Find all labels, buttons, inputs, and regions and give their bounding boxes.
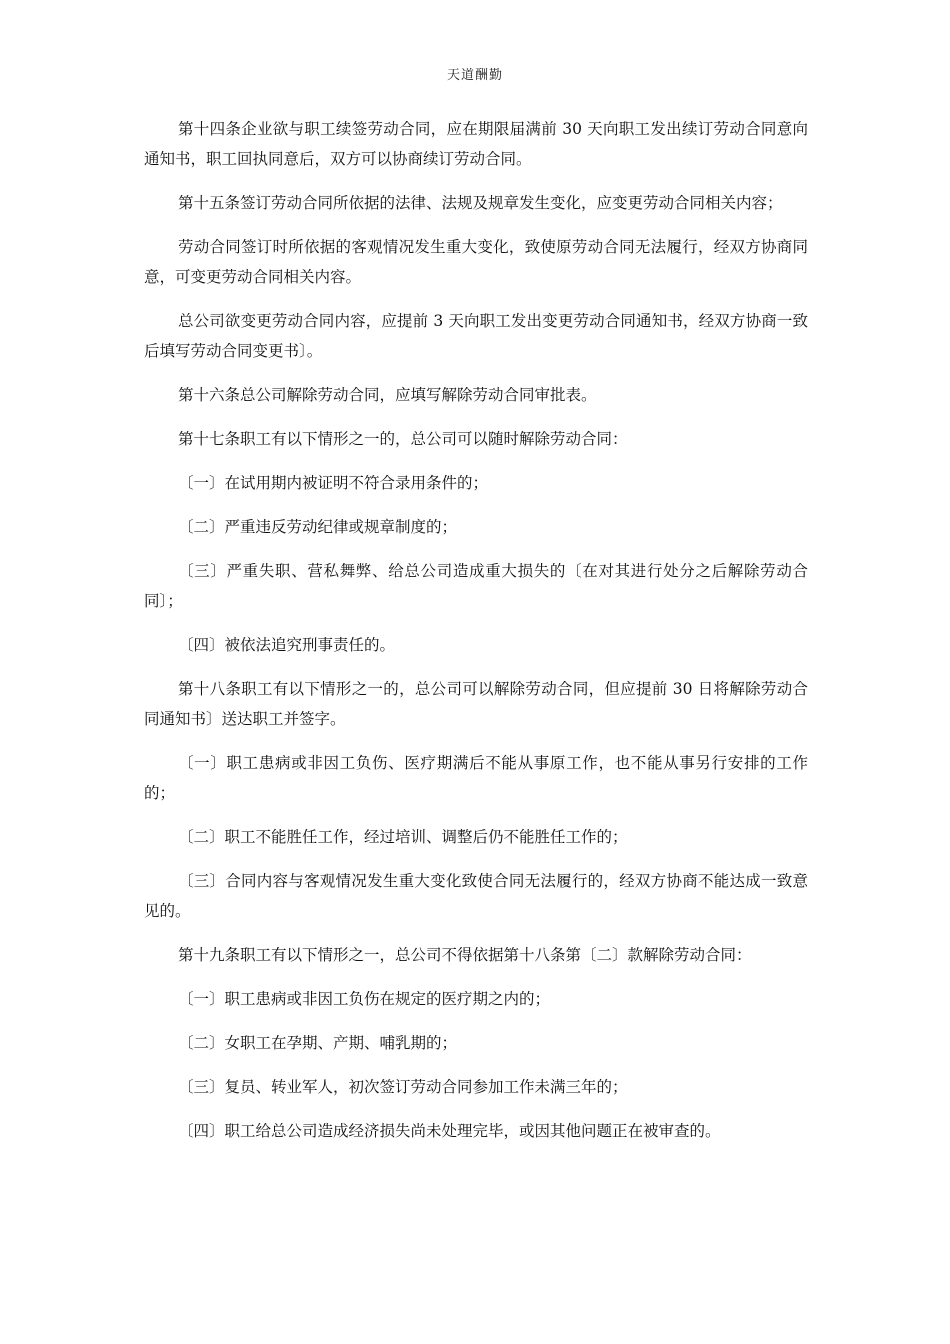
document-body <box>144 114 808 1160</box>
list-item: 〔四〕职工给总公司造成经济损失尚未处理完毕，或因其他问题正在被审查的。 <box>178 1122 721 1140</box>
paragraph-article-17: 第十七条职工有以下情形之一的，总公司可以随时解除劳动合同： <box>178 430 628 448</box>
list-item: 〔一〕职工患病或非因工负伤、医疗期满后不能从事原工作，也不能从事另行安排的工作的； <box>144 754 808 802</box>
page-header: 天道酬勤 <box>446 68 503 83</box>
paragraph-article-14: 第十四条企业欲与职工续签劳动合同，应在期限届满前 30 天向职工发出续订劳动合同意向通知书，职工回执同意后，双方可以协商续订劳动合同。 <box>144 120 808 168</box>
list-item: 〔一〕职工患病或非因工负伤在规定的医疗期之内的； <box>178 990 551 1008</box>
paragraph-article-19: 第十九条职工有以下情形之一，总公司不得依据第十八条第〔二〕款解除劳动合同： <box>178 946 752 964</box>
list-item: 〔三〕合同内容与客观情况发生重大变化致使合同无法履行的，经双方协商不能达成一致意见的。 <box>144 872 808 920</box>
paragraph: 劳动合同签订时所依据的客观情况发生重大变化，致使原劳动合同无法履行，经双方协商同意，可变更劳动合同相关内容。 <box>144 238 808 286</box>
paragraph-article-16: 第十六条总公司解除劳动合同，应填写解除劳动合同审批表。 <box>178 386 597 404</box>
list-item: 〔三〕复员、转业军人，初次签订劳动合同参加工作未满三年的； <box>178 1078 628 1096</box>
list-item: 〔二〕严重违反劳动纪律或规章制度的； <box>178 518 458 536</box>
paragraph-article-18: 第十八条职工有以下情形之一的，总公司可以解除劳动合同，但应提前 30 日将解除劳动合同通知书〕送达职工并签字。 <box>144 680 808 728</box>
list-item: 〔四〕被依法追究刑事责任的。 <box>178 636 396 654</box>
list-item: 〔二〕女职工在孕期、产期、哺乳期的； <box>178 1034 458 1052</box>
list-item: 〔二〕职工不能胜任工作，经过培训、调整后仍不能胜任工作的； <box>178 828 628 846</box>
paragraph: 总公司欲变更劳动合同内容，应提前 3 天向职工发出变更劳动合同通知书，经双方协商一致后填写劳动合同变更书〕。 <box>144 312 808 360</box>
list-item: 〔一〕在试用期内被证明不符合录用条件的； <box>178 474 489 492</box>
paragraph-article-15: 第十五条签订劳动合同所依据的法律、法规及规章发生变化，应变更劳动合同相关内容； <box>178 194 783 212</box>
list-item: 〔三〕严重失职、营私舞弊、给总公司造成重大损失的〔在对其进行处分之后解除劳动合同〕； <box>144 562 808 610</box>
